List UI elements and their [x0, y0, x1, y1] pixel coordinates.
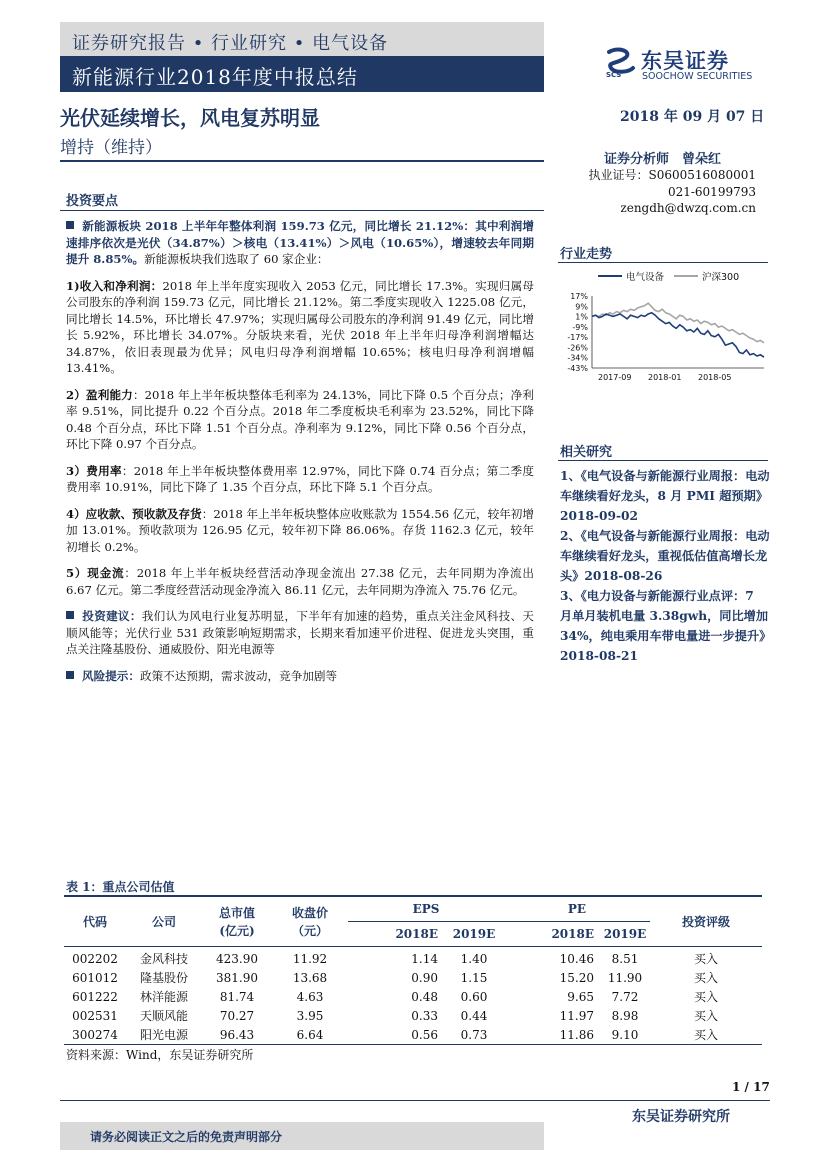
bullet-square-icon: [66, 671, 74, 679]
cell-company: 隆基股份: [139, 971, 188, 985]
analyst-cert: 执业证号：S0600516080001: [588, 168, 756, 182]
cell-company: 天顺风能: [139, 1009, 188, 1023]
cell-code: 300274: [64, 1025, 126, 1045]
th-rating: 投资评级: [650, 897, 762, 947]
analyst-name: 证券分析师 曾朵红: [604, 152, 722, 167]
divider: [60, 210, 544, 211]
brand-name-en: SOOCHOW SECURITIES: [642, 71, 753, 82]
y-tick-label: -17%: [567, 333, 588, 343]
rating: 增持（维持）: [60, 138, 162, 158]
analyst-email[interactable]: zengdh@dwzq.com.cn: [620, 201, 756, 215]
cell-pe18: 11.86: [504, 1025, 600, 1045]
cell-rating: 买入: [693, 952, 718, 966]
cell-eps18: 0.56: [348, 1025, 444, 1045]
footer-rule: [60, 1100, 770, 1101]
s5-head: 5）现金流: [66, 566, 125, 580]
s5-text: ：2018 年上半年板块经营活动净现金流出 27.38 亿元，去年同期为净流出 6.67 亿元。第二季度经营活动现金净流入 86.11 亿元，去年同期为净流入 75.76 亿元。: [66, 566, 534, 597]
cell-code: 002202: [72, 951, 118, 966]
cell-mcap: 381.90: [216, 970, 258, 985]
breadcrumb: 证券研究报告 • 行业研究 • 电气设备: [72, 33, 389, 54]
y-tick-label: -9%: [572, 322, 588, 332]
cell-close: 13.68: [292, 970, 328, 985]
cell-mcap: 81.74: [219, 989, 255, 1004]
cell-rating: 买入: [693, 990, 718, 1004]
s4-text: ：2018 年上半年板块整体应收账款为 1554.56 亿元，较年初增加 13.01%。预收款项为 126.95 亿元，较年初下降 86.06%。存货 1162.3 亿元，较年初增长 0.2%。: [66, 506, 534, 554]
th-code: 代码: [64, 897, 126, 947]
cell-pe18: 15.20: [559, 970, 594, 985]
analyst-info: [580, 167, 756, 217]
cell-pe18: 9.65: [567, 989, 594, 1004]
s1-text: 2018 年上半年度实现收入 2053 亿元，同比增长 17.3%。实现归属母公司股东的净利润 159.73 亿元，同比增长 21.12%。第二季度实现收入 1225.08 亿元，同比增长 14.5%，环比增长 47.97%；实现归属母公司股东的净利润 91.49 亿元，同比增长 5.92%，环比增长 34.07%。分版块来看，光伏 2018 年上半年归母净利润增幅达 34.87%，依旧表现最为优异；风电归母净利润增幅 10.65%；核电归母净利润增幅 13.41%。: [66, 278, 534, 375]
table-row: [64, 1006, 762, 1025]
s2-head: 2）盈利能力: [66, 387, 133, 402]
page-number: 1 / 17: [732, 1080, 770, 1094]
report-title: 新能源行业2018年度中报总结: [72, 65, 358, 89]
cell-close: 4.63: [296, 989, 324, 1004]
cell-code: 601012: [72, 970, 118, 985]
cell-pe19: 7.72: [611, 989, 639, 1004]
table-row: [64, 1025, 762, 1045]
th-mcap-unit: (亿元): [219, 923, 255, 938]
cell-pe19: 11.90: [607, 970, 643, 985]
divider: [558, 460, 768, 461]
disclaimer-link[interactable]: 请务必阅读正文之后的免责声明部分: [90, 1130, 283, 1144]
y-tick-label: 17%: [570, 292, 588, 301]
x-tick-label: 2018-05: [698, 373, 732, 382]
report-date: 2018 年 09 月 07 日: [620, 109, 765, 125]
th-mcap: [202, 897, 272, 947]
y-tick-label: -26%: [567, 343, 588, 353]
cell-rating: 买入: [650, 1025, 762, 1045]
summary-text: 新能源板块我们选取了 60 家企业：: [144, 252, 329, 266]
divider: [558, 262, 768, 263]
th-eps-2018: 2018E: [348, 922, 444, 947]
cell-eps18: 0.48: [411, 989, 438, 1004]
table-row: [64, 987, 762, 1006]
th-close: [272, 897, 348, 947]
cell-pe19: 8.51: [611, 951, 639, 966]
cell-company: 金风科技: [139, 952, 188, 966]
related-list: [560, 466, 770, 666]
series-line: [592, 313, 764, 357]
brand-logo-icon: [603, 46, 637, 78]
legend-label: 电气设备: [626, 272, 665, 283]
cell-pe18: 10.46: [559, 951, 594, 966]
cell-company: 林洋能源: [139, 990, 188, 1004]
cell-pe19: 9.10: [600, 1025, 650, 1045]
summary-highlight: 新能源板块 2018 上半年年整体利润 159.73 亿元，同比增长 21.12%：: [82, 219, 476, 233]
related-item[interactable]: 1、《电气设备与新能源行业周报：电动车继续看好龙头，8 月 PMI 超预期》2018-09-02: [560, 469, 770, 523]
page-title: 光伏延续增长，风电复苏明显: [60, 106, 320, 130]
cell-eps18: 1.14: [411, 951, 438, 966]
th-eps: EPS: [348, 897, 504, 922]
cell-mcap: 96.43: [202, 1025, 272, 1045]
cell-pe19: 8.98: [611, 1008, 639, 1023]
cell-rating: 买入: [693, 1009, 718, 1023]
trend-chart: [558, 266, 770, 388]
s4-head: 4）应收款、预收款及存货: [66, 506, 202, 521]
cell-mcap: 423.90: [216, 951, 258, 966]
y-tick-label: 1%: [575, 312, 588, 322]
cell-eps19: 0.44: [460, 1008, 488, 1023]
bullet-square-icon: [66, 611, 74, 619]
table-caption: 表 1：重点公司估值: [66, 880, 175, 894]
advice-head: 投资建议：: [82, 609, 142, 623]
risk-head: 风险提示：: [82, 668, 140, 683]
brand-name: 东吴证券: [641, 49, 729, 73]
cell-rating: 买入: [693, 971, 718, 985]
s1-head: 1)收入和净利润：: [66, 278, 163, 293]
s3-text: ：2018 年上半年板块整体费用率 12.97%，同比下降 0.74 百分点；第二季度费用率 10.91%，同比下降了 1.35 个百分点，环比下降 5.1 个百分点。: [66, 463, 534, 494]
cell-eps19: 1.15: [460, 970, 488, 985]
cell-code: 601222: [72, 989, 118, 1004]
cell-pe18: 11.97: [559, 1008, 594, 1023]
table-row: [64, 947, 762, 969]
s3-head: 3）费用率: [66, 463, 122, 478]
advice-text: 我们认为风电行业复苏明显，下半年有加速的趋势，重点关注金风科技、天顺风能等；光伏行业 531 政策影响短期需求，长期来看加速平价进程、促进龙头突围，重点关注隆基股份、通威股份、阳光电源等: [66, 609, 534, 656]
s2-text: ：2018 年上半年板块整体毛利率为 24.13%，同比下降 0.5 个百分点；净利率 9.51%，同比提升 0.22 个百分点。2018 年二季度板块毛利率为 23.52%，同比下降 0.48 个百分点，环比下降 1.51 个百分点。净利率为 9.12%，同比下降 0.56 个百分点，环比下降 0.97 个百分点。: [66, 387, 534, 451]
risk-text: 政策不达预期，需求波动，竞争加剧等: [139, 668, 338, 683]
cell-eps18: 0.90: [411, 970, 438, 985]
valuation-table: [64, 897, 762, 1045]
th-pe-2018: 2018E: [504, 922, 600, 947]
y-tick-label: -43%: [567, 364, 588, 373]
investment-body: [66, 218, 534, 684]
cell-mcap: 70.27: [219, 1008, 255, 1023]
cell-close: 11.92: [292, 951, 328, 966]
footer-institute: 东吴证券研究所: [632, 1109, 730, 1125]
cell-eps19: 1.40: [460, 951, 488, 966]
th-close-unit: （元）: [291, 923, 328, 938]
legend-label: 沪深300: [702, 272, 740, 283]
analyst-phone: 021-60199793: [667, 184, 756, 199]
th-mcap-label: 总市值: [218, 905, 255, 920]
cell-eps18: 0.33: [411, 1008, 438, 1023]
brand-mark: SCS: [606, 71, 622, 78]
x-tick-label: 2018-01: [648, 373, 682, 382]
th-close-label: 收盘价: [291, 905, 328, 920]
y-tick-label: 9%: [575, 302, 588, 312]
divider: [60, 160, 544, 162]
table-source: 资料来源：Wind，东吴证券研究所: [66, 1048, 254, 1062]
table-row: [64, 968, 762, 987]
th-eps-2019: 2019E: [444, 922, 504, 947]
y-tick-label: -34%: [567, 353, 588, 363]
related-item[interactable]: 2、《电气设备与新能源行业周报：电动车继续看好龙头，重视低估值高增长龙头》2018-08-26: [560, 529, 770, 583]
th-pe: PE: [504, 897, 650, 922]
cell-code: 002531: [72, 1008, 118, 1023]
related-item[interactable]: 3、《电力设备与新能源行业点评：7 月单月装机电量 3.38gwh，同比增加 34%，纯电乘用车带电量进一步提升》2018-08-21: [560, 589, 769, 663]
x-tick-label: 2017-09: [598, 373, 632, 382]
cell-eps19: 0.73: [444, 1025, 504, 1045]
cell-eps19: 0.60: [460, 989, 488, 1004]
section-trend: 行业走势: [560, 247, 613, 262]
cell-close: 6.64: [272, 1025, 348, 1045]
series-line: [592, 303, 764, 343]
section-related: 相关研究: [560, 445, 613, 460]
summary-highlight-2: 其中利润增速排序依次是光伏（34.87%）＞核电（13.41%）＞风电（10.65%），增速较去年同期提升 8.85%。: [66, 219, 534, 266]
th-pe-2019: 2019E: [600, 922, 650, 947]
section-investment: 投资要点: [66, 194, 119, 209]
cell-close: 3.95: [296, 1008, 324, 1023]
th-company: 公司: [126, 897, 202, 947]
bullet-square-icon: [66, 221, 74, 229]
cell-company: 阳光电源: [126, 1025, 202, 1045]
